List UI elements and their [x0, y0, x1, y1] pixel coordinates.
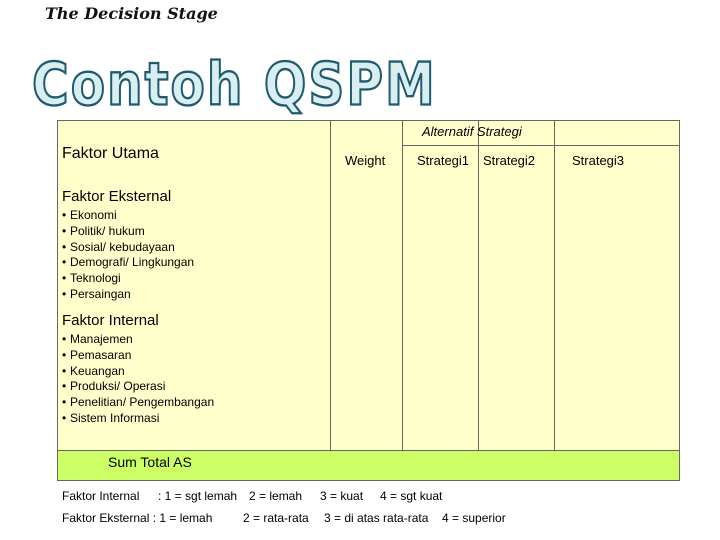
legend-eksternal-2: 2 = rata-rata	[243, 511, 309, 525]
legend-eksternal-4: 4 = superior	[442, 511, 506, 525]
legend-eksternal-1: Faktor Eksternal : 1 = lemah	[62, 511, 213, 525]
list-item: • Penelitian/ Pengembangan	[62, 395, 214, 411]
list-item: • Demografi/ Lingkungan	[62, 255, 194, 271]
stage-title: The Decision Stage	[45, 4, 218, 23]
internal-factor-list	[62, 332, 214, 427]
main-title: Contoh QSPM	[32, 50, 437, 119]
list-item: • Pemasaran	[62, 348, 214, 364]
legend-internal-3: 3 = kuat	[320, 489, 364, 503]
legend-eksternal-3: 3 = di atas rata-rata	[324, 511, 429, 525]
list-item: • Produksi/ Operasi	[62, 379, 214, 395]
faktor-eksternal-heading: Faktor Eksternal	[62, 188, 172, 205]
strategi3-header: Strategi3	[572, 153, 625, 168]
list-item: • Teknologi	[62, 271, 194, 287]
list-item: • Ekonomi	[62, 208, 194, 224]
legend-internal-4: 4 = sgt kuat	[380, 489, 443, 503]
strategi2-header: Strategi2	[483, 153, 536, 168]
strategi1-header: Strategi1	[417, 153, 470, 168]
list-item: • Persaingan	[62, 287, 194, 303]
list-item: • Sistem Informasi	[62, 411, 214, 427]
list-item: • Sosial/ kebudayaan	[62, 240, 194, 256]
legend-internal-label: Faktor Internal	[62, 489, 140, 503]
list-item: • Keuangan	[62, 364, 214, 380]
weight-header: Weight	[345, 153, 386, 168]
alternatif-strategi-header: Alternatif Strategi	[422, 124, 522, 139]
legend-internal-2: 2 = lemah	[249, 489, 303, 503]
legend-internal-1: : 1 = sgt lemah	[158, 489, 238, 503]
list-item: • Manajemen	[62, 332, 214, 348]
list-item: • Politik/ hukum	[62, 224, 194, 240]
faktor-internal-heading: Faktor Internal	[62, 312, 159, 329]
sum-total-label: Sum Total AS	[108, 454, 192, 470]
faktor-utama-header: Faktor Utama	[62, 145, 159, 162]
eksternal-factor-list	[62, 208, 194, 303]
